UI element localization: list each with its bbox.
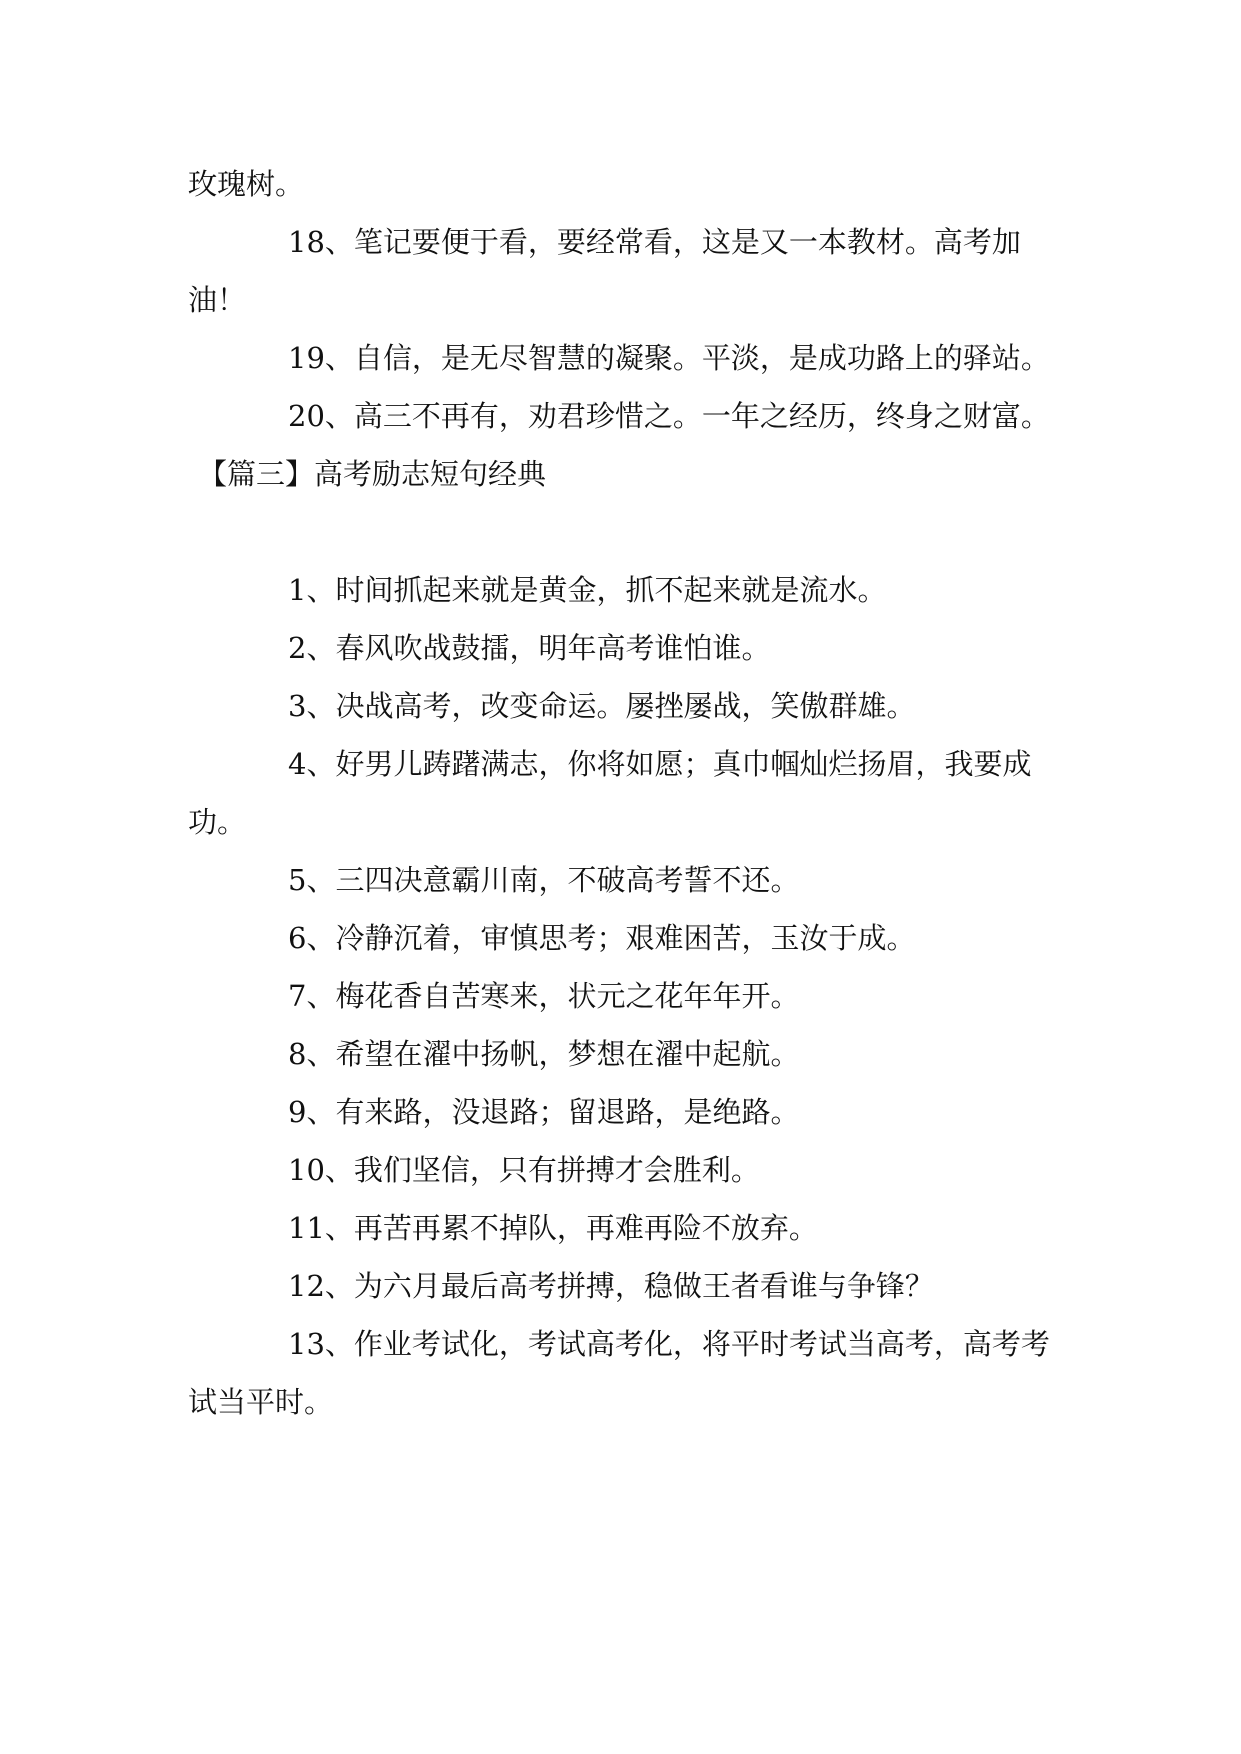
list-item: 1、时间抓起来就是黄金，抓不起来就是流水。 xyxy=(288,573,887,607)
list-item: 8、希望在濯中扬帆，梦想在濯中起航。 xyxy=(288,1037,800,1071)
list-item: 4、好男儿踌躇满志，你将如愿；真巾帼灿烂扬眉，我要成功。 xyxy=(188,747,1032,839)
continued-line: 玫瑰树。 xyxy=(188,167,305,201)
list-item: 2、春风吹战鼓擂，明年高考谁怕谁。 xyxy=(288,631,771,665)
list-item: 5、三四决意霸川南，不破高考誓不还。 xyxy=(288,863,800,897)
list-item: 18、笔记要便于看，要经常看，这是又一本教材。高考加油！ xyxy=(188,225,1021,317)
list-item: 11、再苦再累不掉队，再难再险不放弃。 xyxy=(288,1211,818,1245)
section-items-list xyxy=(188,561,1053,1431)
section-heading: 【篇三】高考励志短句经典 xyxy=(198,457,547,491)
list-item: 12、为六月最后高考拼搏，稳做王者看谁与争锋？ xyxy=(288,1269,934,1303)
list-item: 6、冷静沉着，审慎思考；艰难困苦，玉汝于成。 xyxy=(288,921,916,955)
before-items-list xyxy=(188,213,1053,445)
list-item: 13、作业考试化，考试高考化，将平时考试当高考，高考考试当平时。 xyxy=(188,1327,1050,1419)
document-body xyxy=(188,155,1053,1431)
list-item: 3、决战高考，改变命运。屡挫屡战，笑傲群雄。 xyxy=(288,689,916,723)
list-item: 19、自信，是无尽智慧的凝聚。平淡，是成功路上的驿站。 xyxy=(288,341,1050,375)
section-spacer xyxy=(188,503,1053,561)
list-item: 10、我们坚信，只有拼搏才会胜利。 xyxy=(288,1153,760,1187)
list-item: 9、有来路，没退路；留退路，是绝路。 xyxy=(288,1095,800,1129)
list-item: 7、梅花香自苦寒来，状元之花年年开。 xyxy=(288,979,800,1013)
list-item: 20、高三不再有，劝君珍惜之。一年之经历，终身之财富。 xyxy=(288,399,1050,433)
